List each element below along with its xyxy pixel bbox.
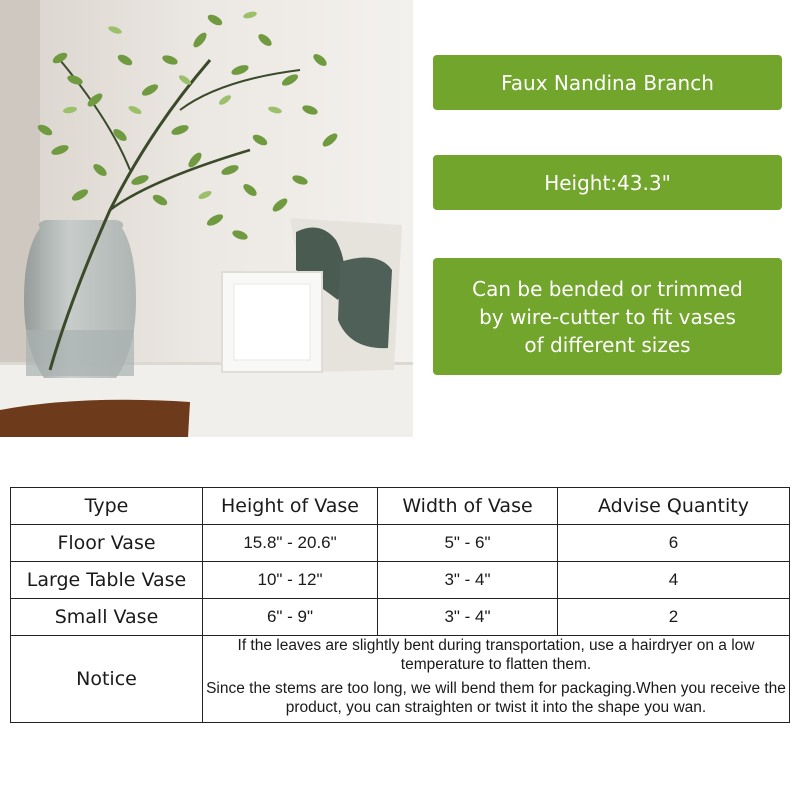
row-height: 15.8" - 20.6" [203, 525, 378, 562]
notice-row [11, 636, 790, 723]
feature-badge-trim-text: Can be bended or trimmed by wire-cutter to fit vases of different sizes [472, 276, 743, 357]
feature-badge-height-text: Height:43.3" [544, 170, 671, 195]
row-width: 5" - 6" [378, 525, 558, 562]
feature-badge-height [433, 155, 782, 210]
vase-size-table [10, 487, 790, 723]
product-photo [0, 0, 413, 437]
table-row [11, 562, 790, 599]
row-quantity: 6 [558, 525, 790, 562]
notice-paragraph-1: If the leaves are slightly bent during transportation, use a hairdryer on a low temperature to flatten them. [237, 637, 755, 673]
row-type: Floor Vase [11, 525, 203, 562]
header-type: Type [11, 488, 203, 525]
feature-badge-name-text: Faux Nandina Branch [501, 70, 714, 95]
notice-text [203, 636, 790, 723]
table-row [11, 525, 790, 562]
row-type: Large Table Vase [11, 562, 203, 599]
row-height: 6" - 9" [203, 599, 378, 636]
table-row [11, 599, 790, 636]
nandina-vase-scene-image [0, 0, 413, 437]
row-type: Small Vase [11, 599, 203, 636]
notice-paragraph-2: Since the stems are too long, we will bend them for packaging.When you receive the product, you can straighten or twist it into the shape you wan. [206, 680, 786, 716]
notice-label: Notice [11, 636, 203, 723]
row-quantity: 2 [558, 599, 790, 636]
header-height: Height of Vase [203, 488, 378, 525]
row-width: 3" - 4" [378, 562, 558, 599]
row-quantity: 4 [558, 562, 790, 599]
table-header-row [11, 488, 790, 525]
feature-badge-name [433, 55, 782, 110]
header-width: Width of Vase [378, 488, 558, 525]
row-height: 10" - 12" [203, 562, 378, 599]
header-quantity: Advise Quantity [558, 488, 790, 525]
row-width: 3" - 4" [378, 599, 558, 636]
feature-badge-trim [433, 258, 782, 375]
